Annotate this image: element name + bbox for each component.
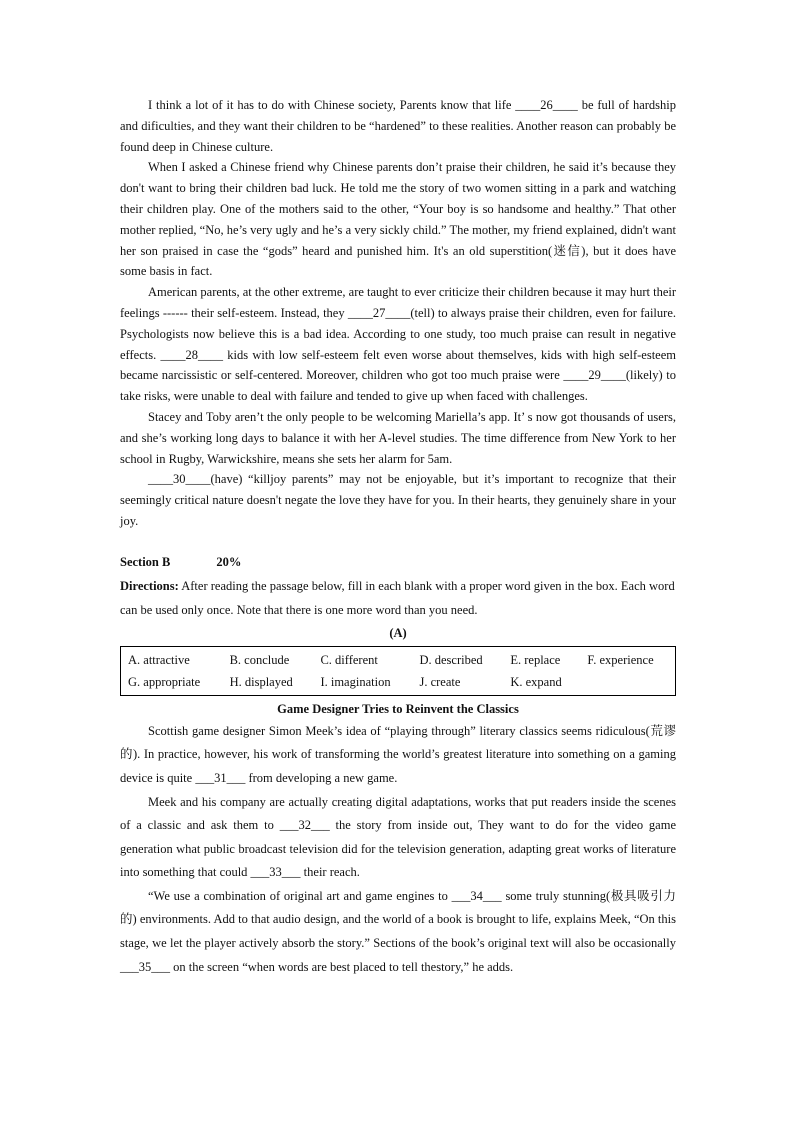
paragraph: American parents, at the other extreme, are taught to ever criticize their children because it may hurt their feelings ------ their self-esteem. Instead, they ____27____(tell) to always praise their children, even for failure. Psychologists now believe this is a bad idea. According to one study, too much praise can result in negative effects. ____28____ kids with low self-esteem felt even worse about themselves, kids with high self-esteem became narcissistic or self-centered. Moreover, children who got too much praise were ____29____(likely) to take risks, were unable to deal with failure and tended to give up when faced with challenges.	[120, 285, 676, 404]
word-option: E. replace	[510, 652, 561, 667]
paragraph: Meek and his company are actually creating digital adaptations, works that put readers inside the scenes of a classic and ask them to ___32___ the story from inside out, They want to do for the video game generation what public broadcast television did for the television generation, adapting great works of literature into something that could ___33___ their reach.	[120, 794, 676, 880]
word-option: I. imagination	[320, 674, 391, 689]
paragraph: ____30____(have) “killjoy parents” may not be enjoyable, but it’s important to recognize that their seemingly critical nature doesn't negate the love they have for you. In their hearts, they genuinely share in your joy.	[120, 472, 676, 528]
word-option: H. displayed	[229, 674, 293, 689]
document-page	[120, 95, 676, 979]
paragraph: Stacey and Toby aren’t the only people to be welcoming Mariella’s app. It’ s now got thousands of users, and she’s working long days to balance it with her A-level studies. The time difference from New York to her school in Rugby, Warwickshire, means she sets her alarm for 5am.	[120, 409, 676, 466]
word-option: A. attractive	[128, 652, 190, 667]
passage-part-a	[120, 95, 676, 532]
section-heading	[120, 552, 676, 572]
word-option: C. different	[320, 652, 378, 667]
word-box	[120, 646, 676, 696]
section-title: Section B	[120, 554, 171, 569]
word-option: B. conclude	[229, 652, 290, 667]
passage-section-b	[120, 720, 676, 980]
passage-label: (A)	[389, 625, 407, 640]
word-box-row	[121, 646, 676, 671]
directions	[120, 574, 676, 622]
word-box-row	[121, 671, 676, 696]
word-option: G. appropriate	[128, 674, 201, 689]
paragraph: I think a lot of it has to do with Chinese society, Parents know that life ____26____ be full of hardship and dificulties, and they want their children to be “hardened” to these realities. Another reason can probably be found deep in Chinese culture.	[120, 98, 676, 154]
paragraph: “We use a combination of original art and game engines to ___34___ some truly stunning(极具吸引力的) environments. Add to that audio design, and the world of a book is brought to life, explains Meek, “On this stage, we let the player actively absorb the story.” Sections of the book’s original text will also be occasionally ___35___ on the screen “when words are best placed to tell thestory,” he adds.	[120, 888, 676, 974]
word-option: K. expand	[510, 674, 562, 689]
paragraph: When I asked a Chinese friend why Chinese parents don’t praise their children, he said it’s because they don't want to bring their children bad luck. He told me the story of two women sitting in a park and watching their children play. One of the mothers said to the other, “Your boy is so handsome and healthy.” That other mother replied, “No, he’s very ugly and he’s a very sickly child.” The mother, my friend explained, didn't want her son praised in case the “gods” heard and punished him. It's an old superstition(迷信), but it does have some basis in fact.	[120, 160, 676, 279]
passage-title: Game Designer Tries to Reinvent the Classics	[277, 701, 519, 716]
directions-label: Directions:	[120, 578, 179, 593]
section-percent: 20%	[216, 554, 242, 569]
word-option: D. described	[419, 652, 483, 667]
word-option: J. create	[419, 674, 461, 689]
word-option	[580, 671, 675, 696]
directions-text: After reading the passage below, fill in each blank with a proper word given in the box. Each word can be used only once. Note that there is one more word than you need.	[120, 578, 675, 617]
word-option: F. experience	[587, 652, 654, 667]
paragraph: Scottish game designer Simon Meek’s idea of “playing through” literary classics seems ridiculous(荒谬的). In practice, however, his work of transforming the world’s greatest literature into something on a gaming device is quite ___31___ from developing a new game.	[120, 723, 676, 785]
